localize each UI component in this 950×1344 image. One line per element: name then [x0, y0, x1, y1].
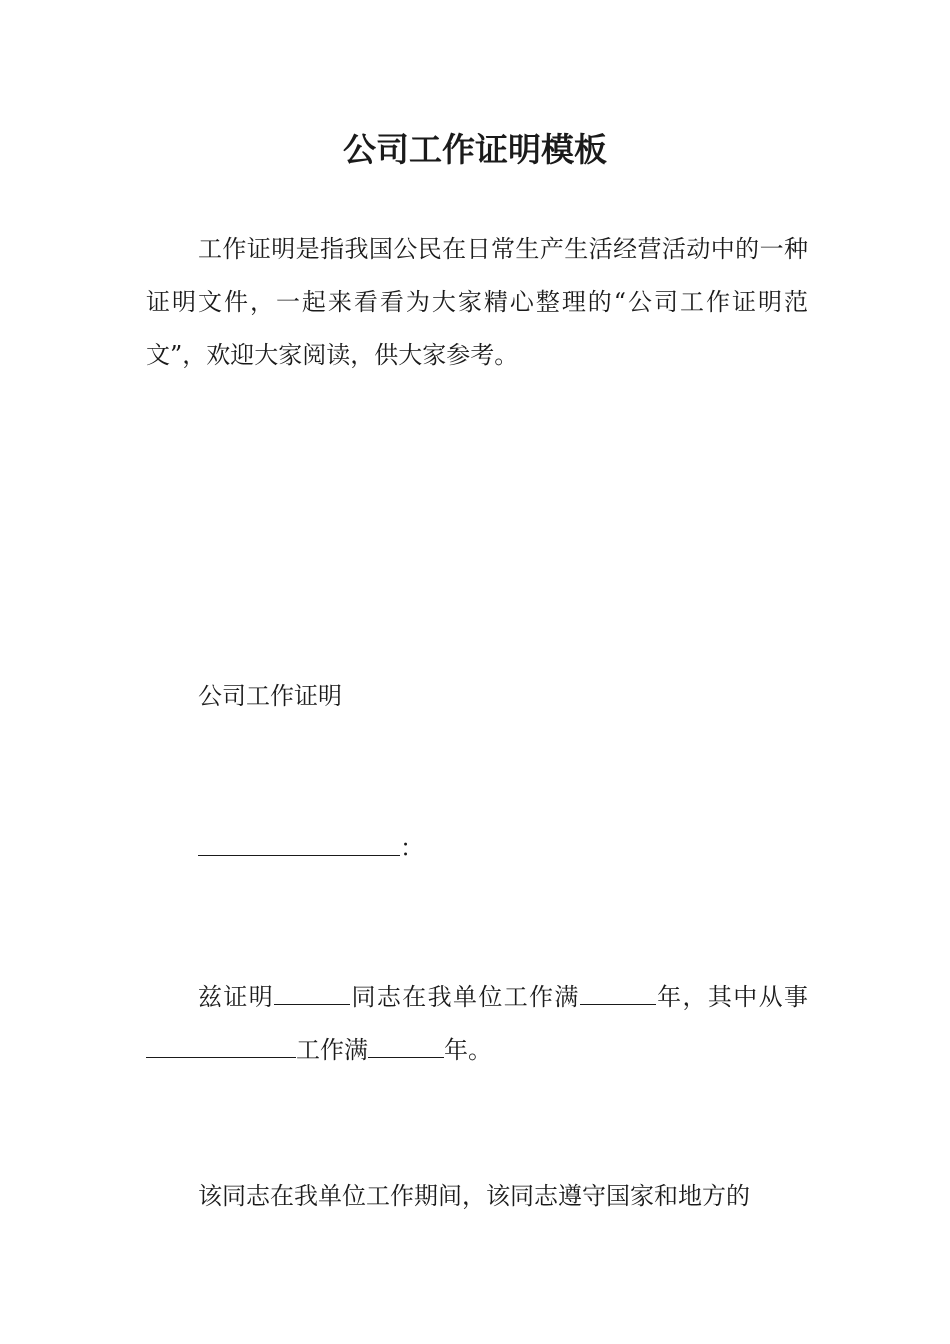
certify-paragraph [146, 971, 808, 1077]
employee-name-blank[interactable] [274, 986, 350, 1005]
certify-text-3: 年，其中从事 [655, 983, 809, 1011]
document-title: 公司工作证明模板 [343, 130, 607, 169]
job-type-blank[interactable] [146, 1039, 296, 1058]
certify-text-5: 年。 [444, 1036, 492, 1064]
body-paragraph: 该同志在我单位工作期间，该同志遵守国家和地方的 [198, 1182, 750, 1210]
recipient-blank[interactable] [198, 837, 400, 856]
salutation-line [146, 822, 808, 875]
salutation-colon: ： [400, 834, 424, 862]
certify-text-4: 工作满 [296, 1036, 368, 1064]
years-job-blank[interactable] [368, 1039, 444, 1058]
certify-text-1: 兹证明 [198, 983, 275, 1011]
years-total-blank[interactable] [580, 986, 656, 1005]
certify-text-2: 同志在我单位工作满 [350, 983, 580, 1011]
intro-paragraph: 工作证明是指我国公民在日常生产生活经营活动中的一种证明文件，一起来看看为大家精心整理的“公司工作证明范文”，欢迎大家阅读，供大家参考。 [146, 235, 808, 369]
certificate-heading: 公司工作证明 [198, 682, 342, 710]
